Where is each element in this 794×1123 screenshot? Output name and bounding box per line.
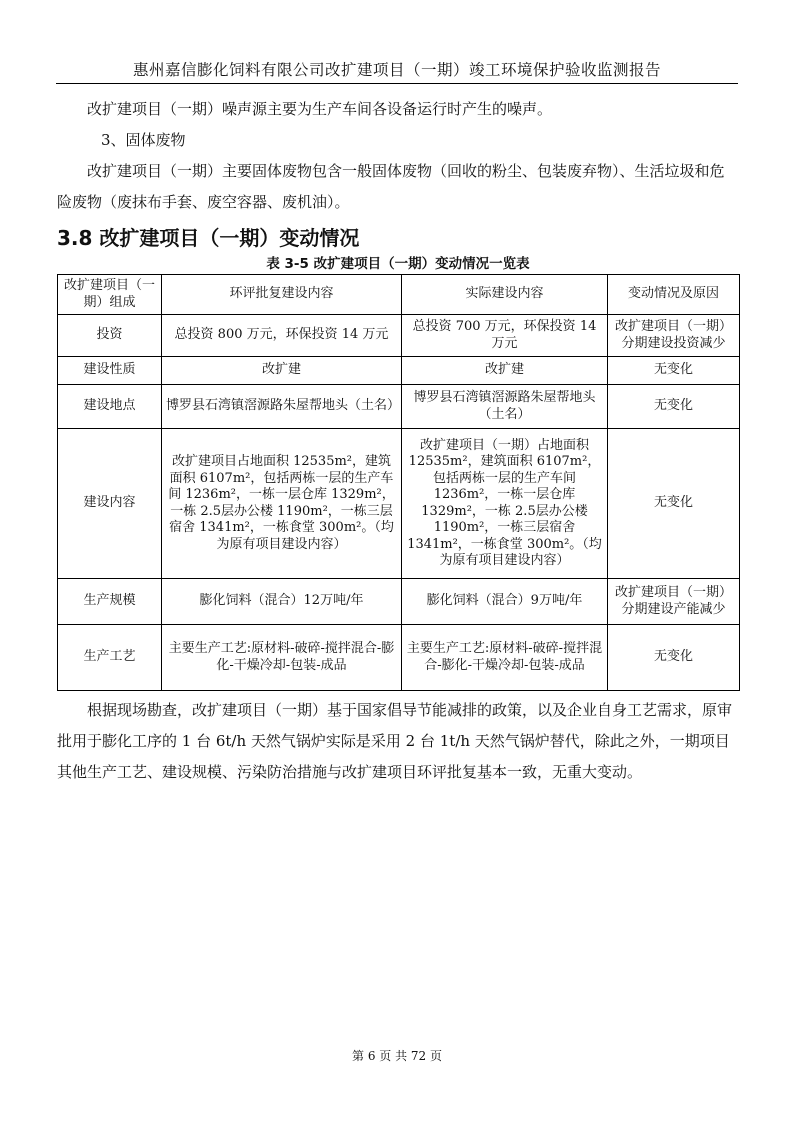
- row-name-cell: 投资: [58, 315, 162, 357]
- page-header: [56, 58, 738, 84]
- row-name-cell: 建设内容: [58, 429, 162, 579]
- section-heading: 3.8 改扩建项目（一期）变动情况: [57, 226, 360, 250]
- table-row: [58, 625, 740, 691]
- change-cell: 改扩建项目（一期）分期建设投资减少: [608, 315, 740, 357]
- page-content: [57, 94, 739, 788]
- approved-cell: 改扩建项目占地面积 12535m²，建筑面积 6107m²，包括两栋一层的生产车间 1236m²，一栋一层仓库 1329m²，一栋 2.5层办公楼 1190m²，一栋三层宿舍 1341m²，一栋食堂 300m²。（均为原有项目建设内容）: [162, 429, 402, 579]
- row-name-cell: 建设性质: [58, 357, 162, 385]
- change-cell: 无变化: [608, 385, 740, 429]
- changes-table: [57, 274, 740, 691]
- table-row: [58, 385, 740, 429]
- row-name-cell: 生产工艺: [58, 625, 162, 691]
- header-title: 惠州嘉信膨化饲料有限公司改扩建项目（一期）竣工环境保护验收监测报告: [132, 61, 661, 79]
- change-cell: 无变化: [608, 625, 740, 691]
- table-row: [58, 429, 740, 579]
- change-cell: 无变化: [608, 357, 740, 385]
- table-row: [58, 579, 740, 625]
- solid-waste-paragraph: 改扩建项目（一期）主要固体废物包含一般固体废物（回收的粉尘、包装废弃物）、生活垃圾和危险废物（废抹布手套、废空容器、废机油）。: [57, 162, 725, 211]
- actual-cell: 博罗县石湾镇滘源路朱屋帮地头（土名）: [402, 385, 608, 429]
- header-cell: 改扩建项目（一期）组成: [58, 275, 162, 315]
- page-number: 第 6 页 共 72 页: [352, 1049, 442, 1063]
- actual-cell: 总投资 700 万元，环保投资 14 万元: [402, 315, 608, 357]
- table-row: [58, 315, 740, 357]
- noise-paragraph: 改扩建项目（一期）噪声源主要为生产车间各设备运行时产生的噪声。: [87, 100, 553, 118]
- actual-cell: 改扩建: [402, 357, 608, 385]
- header-cell: 环评批复建设内容: [162, 275, 402, 315]
- actual-cell: 膨化饲料（混合）9万吨/年: [402, 579, 608, 625]
- row-name-cell: 生产规模: [58, 579, 162, 625]
- change-cell: 改扩建项目（一期）分期建设产能减少: [608, 579, 740, 625]
- approved-cell: 改扩建: [162, 357, 402, 385]
- table-header-row: [58, 275, 740, 315]
- conclusion-paragraph: 根据现场勘查，改扩建项目（一期）基于国家倡导节能减排的政策，以及企业自身工艺需求，原审批用于膨化工序的 1 台 6t/h 天然气锅炉实际是采用 2 台 1t/h 天然气锅炉替代，除此之外，一期项目 其他生产工艺、建设规模、污染防治措施与改扩建项目环评批复基本一致，无重大变动。: [57, 701, 733, 781]
- page-footer: [0, 1047, 794, 1064]
- approved-cell: 总投资 800 万元，环保投资 14 万元: [162, 315, 402, 357]
- approved-cell: 主要生产工艺:原材料-破碎-搅拌混合-膨化-干燥冷却-包装-成品: [162, 625, 402, 691]
- row-name-cell: 建设地点: [58, 385, 162, 429]
- solid-waste-heading: 3、固体废物: [101, 131, 186, 149]
- actual-cell: 主要生产工艺:原材料-破碎-搅拌混合-膨化-干燥冷却-包装-成品: [402, 625, 608, 691]
- table-row: [58, 357, 740, 385]
- header-cell: 实际建设内容: [402, 275, 608, 315]
- actual-cell: 改扩建项目（一期）占地面积 12535m²，建筑面积 6107m²，包括两栋一层的生产车间 1236m²，一栋一层仓库 1329m²，一栋 2.5层办公楼 1190m²，一栋三层宿舍 1341m²，一栋食堂 300m²。（均为原有项目建设内容）: [402, 429, 608, 579]
- approved-cell: 博罗县石湾镇滘源路朱屋帮地头（土名）: [162, 385, 402, 429]
- change-cell: 无变化: [608, 429, 740, 579]
- approved-cell: 膨化饲料（混合）12万吨/年: [162, 579, 402, 625]
- table-caption: 表 3-5 改扩建项目（一期）变动情况一览表: [266, 256, 530, 272]
- header-cell: 变动情况及原因: [608, 275, 740, 315]
